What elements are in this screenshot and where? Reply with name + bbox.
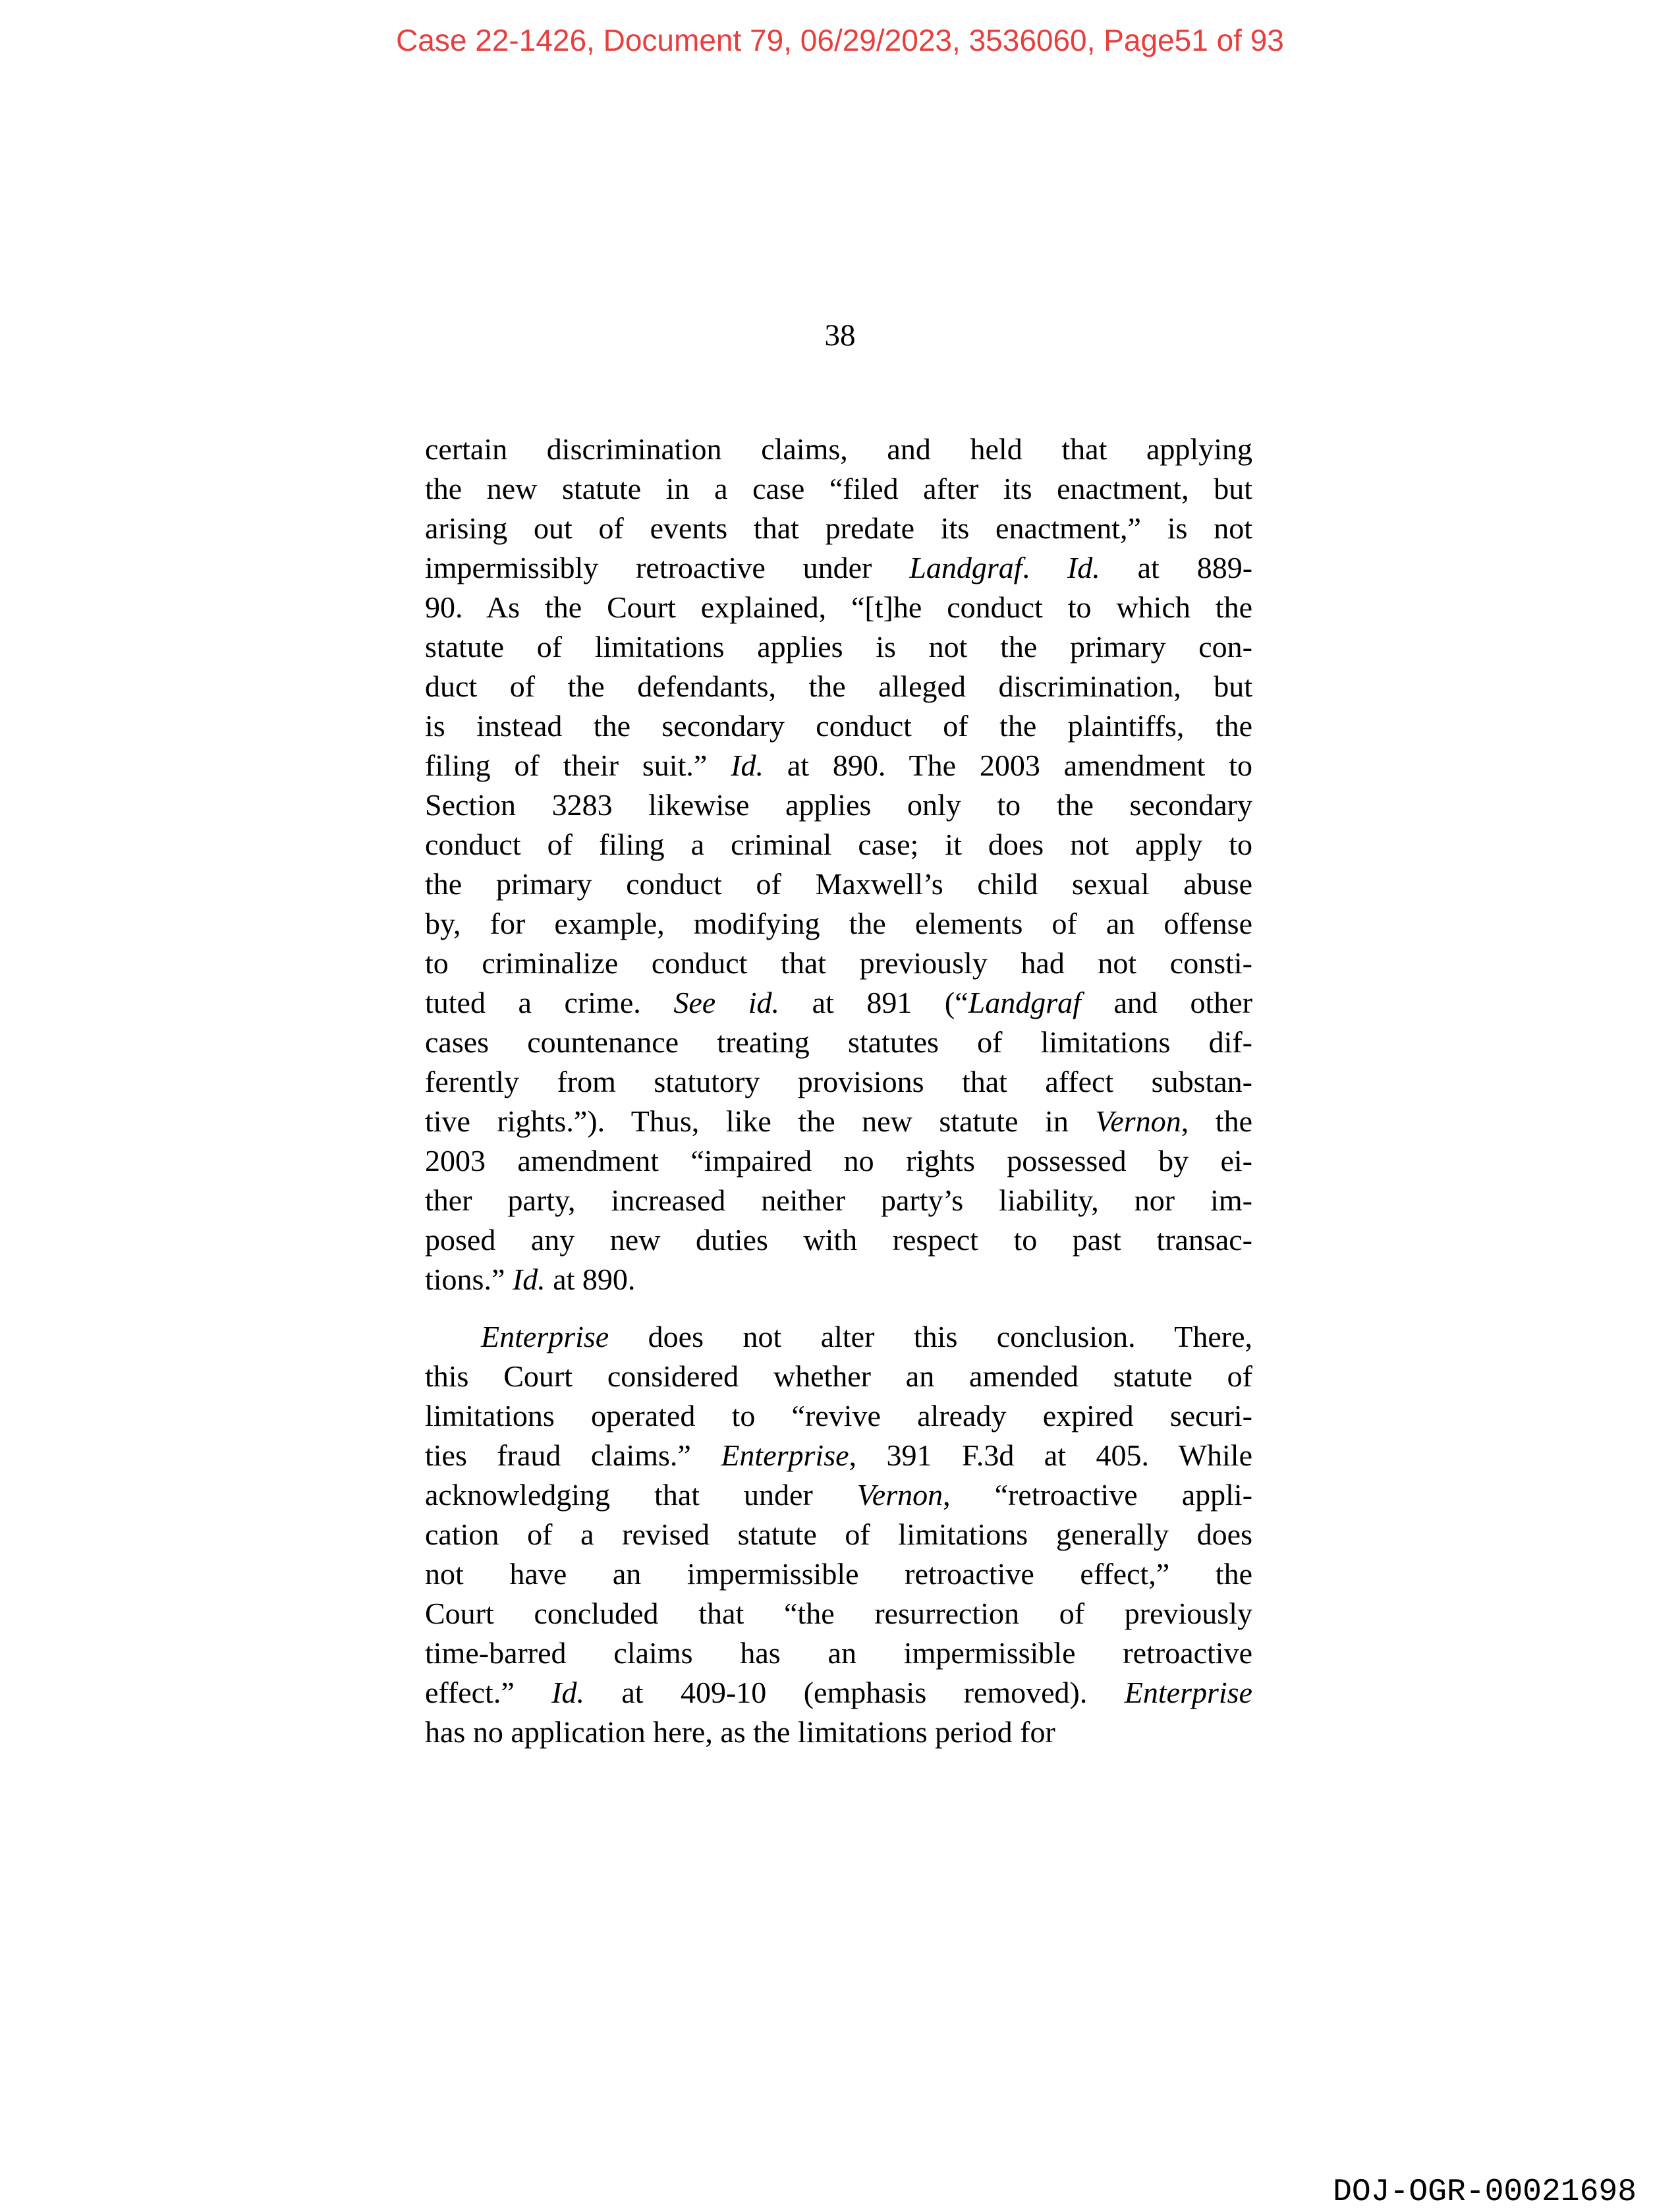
text-line (425, 983, 1252, 1023)
text-line (425, 706, 1252, 746)
text-segment: effect.” (425, 1676, 552, 1709)
text-segment: to criminalize conduct that previously had not consti- (425, 946, 1252, 980)
italic-citation: See id. (673, 986, 780, 1019)
italic-citation: Enterprise (721, 1438, 849, 1472)
text-segment: duct of the defendants, the alleged discrimination, but (425, 669, 1252, 703)
body-text (425, 430, 1252, 1752)
text-segment: 2003 amendment “impaired no rights possessed by ei- (425, 1144, 1252, 1177)
text-segment: the primary conduct of Maxwell’s child sexual abuse (425, 867, 1252, 901)
text-segment: conduct of filing a criminal case; it does not apply to (425, 828, 1252, 861)
text-segment: is instead the secondary conduct of the plaintiffs, the (425, 709, 1252, 743)
text-line (425, 1633, 1252, 1673)
text-line (425, 1436, 1252, 1475)
text-segment: ther party, increased neither party’s liability, nor im- (425, 1183, 1252, 1217)
italic-citation: Landgraf (968, 986, 1081, 1019)
text-line (425, 469, 1252, 509)
text-line (425, 1023, 1252, 1062)
text-line (425, 667, 1252, 706)
bates-number: DOJ-OGR-00021698 (1333, 2174, 1637, 2210)
text-segment: at 890. The 2003 amendment to (763, 749, 1252, 782)
case-stamp-header: Case 22-1426, Document 79, 06/29/2023, 3536060, Page51 of 93 (396, 23, 1284, 57)
text-segment: ties fraud claims.” (425, 1438, 721, 1472)
text-segment: this Court considered whether an amended statute of (425, 1359, 1252, 1393)
text-segment: Section 3283 likewise applies only to the secondary (425, 788, 1252, 822)
text-segment: tive rights.”). Thus, like the new statute in (425, 1104, 1096, 1138)
text-segment: tions.” (425, 1262, 513, 1296)
text-line (425, 865, 1252, 904)
text-segment: . (1022, 551, 1067, 584)
text-line (425, 1317, 1252, 1357)
text-segment: at 890. (545, 1262, 636, 1296)
text-line (425, 1475, 1252, 1515)
text-segment: at 409-10 (emphasis removed). (584, 1676, 1125, 1709)
text-segment: posed any new duties with respect to past transac- (425, 1223, 1252, 1257)
text-line (425, 904, 1252, 944)
text-segment: tuted a crime. (425, 986, 674, 1019)
italic-citation: Id. (512, 1262, 546, 1296)
text-line (425, 1673, 1252, 1713)
text-line (425, 746, 1252, 785)
text-segment: cases countenance treating statutes of limitations dif- (425, 1025, 1252, 1059)
text-line (425, 944, 1252, 983)
italic-citation: Enterprise (1124, 1676, 1252, 1709)
text-line (425, 1357, 1252, 1396)
text-segment: at 889- (1100, 551, 1253, 584)
text-segment: 90. As the Court explained, “[t]he conduct to which the (425, 590, 1252, 624)
text-line (425, 1102, 1252, 1141)
text-segment: statute of limitations applies is not the primary con- (425, 630, 1252, 664)
italic-citation: Vernon (856, 1478, 943, 1512)
italic-citation: Enterprise (481, 1320, 609, 1353)
text-segment: at 891 (“ (779, 986, 968, 1019)
text-line (425, 627, 1252, 667)
text-segment: by, for example, modifying the elements of an offense (425, 907, 1252, 940)
text-segment: not have an impermissible retroactive effect,” the (425, 1557, 1252, 1591)
text-segment: certain discrimination claims, and held that applying (425, 432, 1252, 466)
italic-citation: Landgraf (909, 551, 1022, 584)
text-line (425, 430, 1252, 469)
text-segment: limitations operated to “revive already expired securi- (425, 1399, 1252, 1432)
text-segment: time-barred claims has an impermissible retroactive (425, 1636, 1252, 1670)
text-segment: and other (1080, 986, 1253, 1019)
text-line (425, 825, 1252, 865)
text-segment: the new statute in a case “filed after its enactment, but (425, 472, 1252, 505)
text-line (425, 1594, 1252, 1633)
text-segment: acknowledging that under (425, 1478, 857, 1512)
italic-citation: Id. (1067, 551, 1100, 584)
text-segment: has no application here, as the limitations period for (425, 1715, 1055, 1749)
text-segment: filing of their suit.” (425, 749, 731, 782)
text-line (425, 1515, 1252, 1554)
text-line (425, 1062, 1252, 1102)
text-line (425, 1260, 1252, 1299)
text-line (425, 1141, 1252, 1181)
paragraph (425, 1317, 1252, 1752)
text-segment: does not alter this conclusion. There, (609, 1320, 1252, 1353)
text-line (425, 1396, 1252, 1436)
text-segment: Court concluded that “the resurrection of previously (425, 1597, 1252, 1630)
text-segment: cation of a revised statute of limitations generally does (425, 1517, 1252, 1551)
text-segment: ferently from statutory provisions that affect substan- (425, 1065, 1252, 1098)
text-line (425, 588, 1252, 627)
paragraph (425, 430, 1252, 1299)
text-segment: arising out of events that predate its enactment,” is not (425, 511, 1252, 545)
text-line (425, 509, 1252, 548)
italic-citation: Id. (731, 749, 764, 782)
page-number: 38 (824, 318, 856, 353)
text-line (425, 1220, 1252, 1260)
text-segment: , the (1181, 1104, 1252, 1138)
italic-citation: Id. (551, 1676, 584, 1709)
italic-citation: Vernon (1095, 1104, 1181, 1138)
text-line (425, 785, 1252, 825)
text-line (425, 1554, 1252, 1594)
text-line (425, 1713, 1252, 1752)
text-segment: , “retroactive appli- (943, 1478, 1253, 1512)
text-line (425, 548, 1252, 588)
text-segment: , 391 F.3d at 405. While (849, 1438, 1252, 1472)
text-segment: impermissibly retroactive under (425, 551, 910, 584)
text-line (425, 1181, 1252, 1220)
